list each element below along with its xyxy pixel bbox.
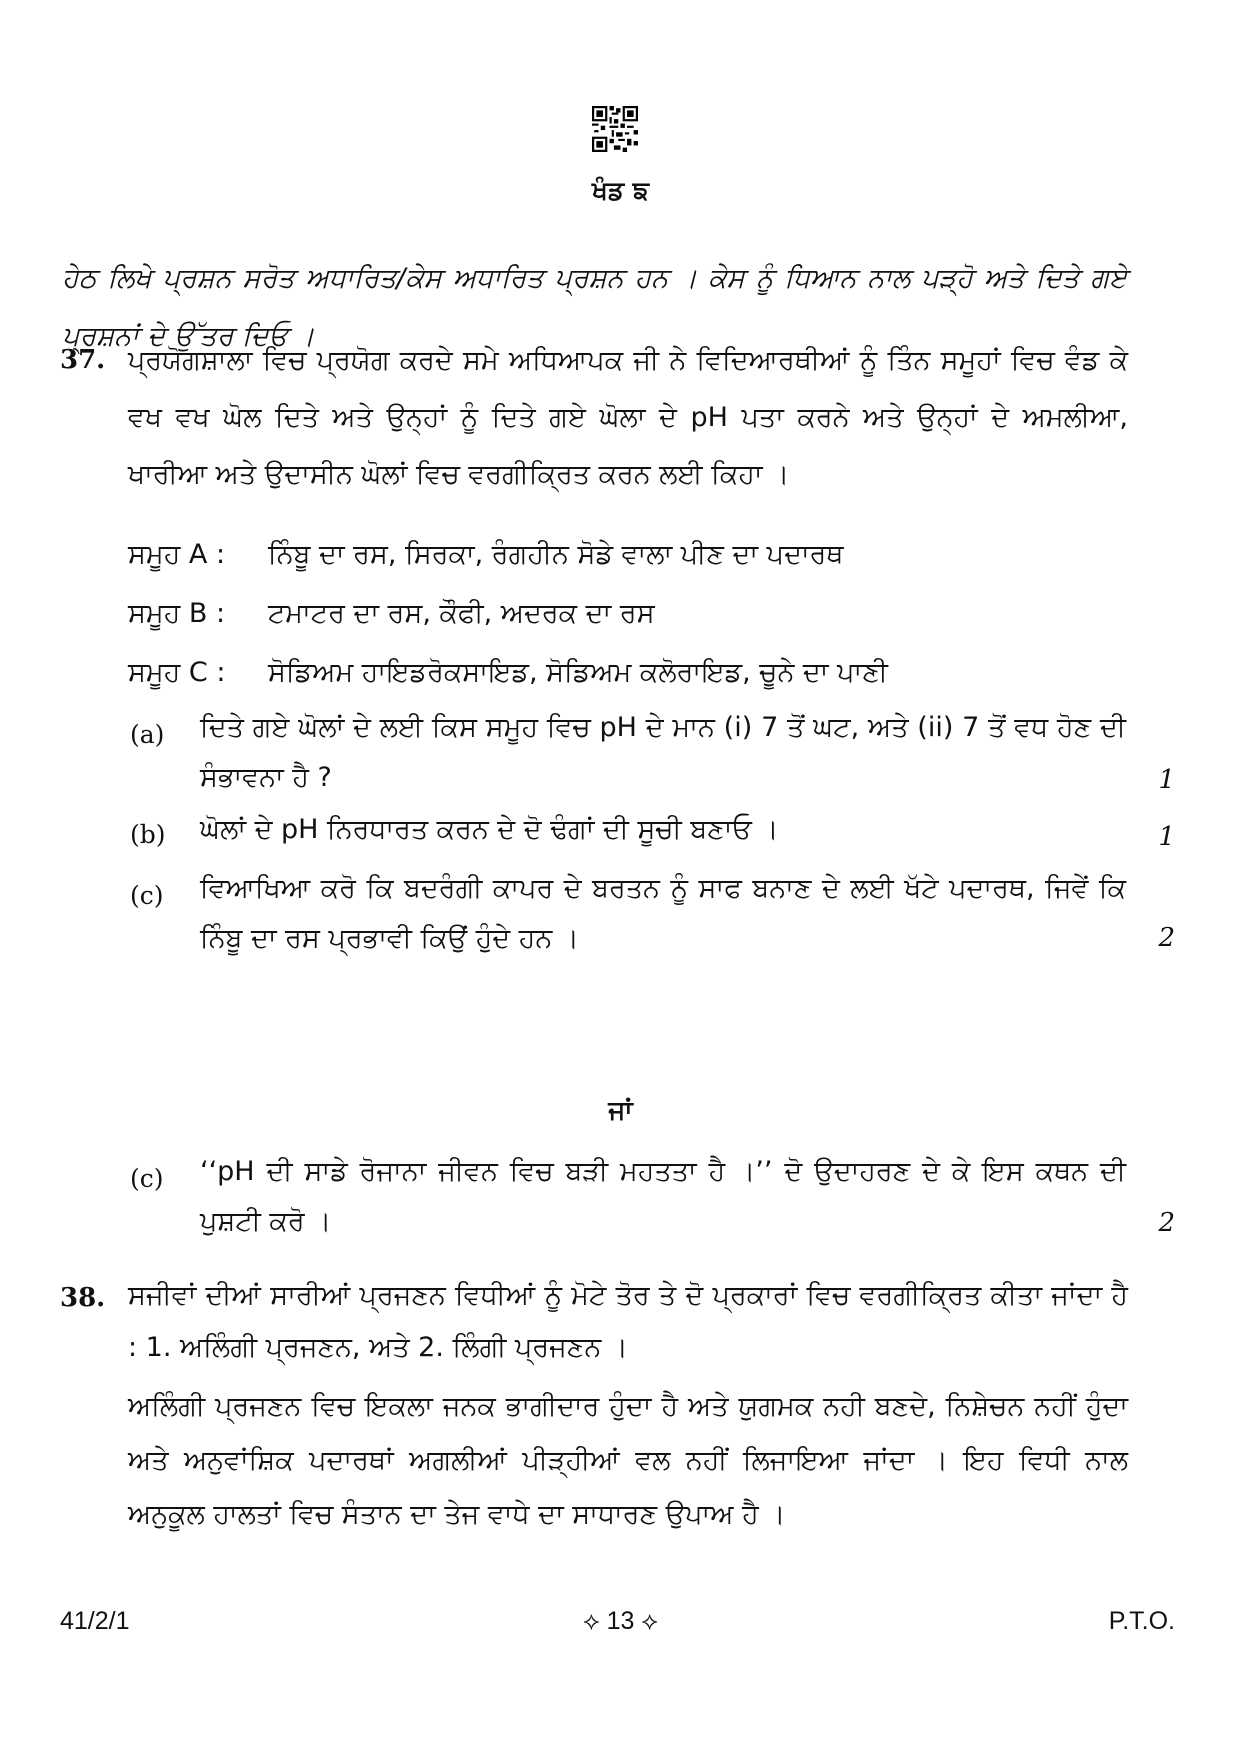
alt-part-c-marks: 2 (1158, 1208, 1175, 1238)
group-text: ਟਮਾਟਰ ਦਾ ਰਸ, ਕੌਫੀ, ਅਦਰਕ ਦਾ ਰਸ (268, 598, 655, 629)
question-37-stem: ਪ੍ਰਯੋਗਸ਼ਾਲਾ ਵਿਚ ਪ੍ਰਯੋਗ ਕਰਦੇ ਸਮੇ ਅਧਿਆਪਕ ਜੀ ਨੇ ਵਿਦਿਆਰਥੀਆਂ ਨੂੰ ਤਿੰਨ ਸਮੂਹਾਂ ਵਿਚ ਵੰਡ ਕੇ ਵਖ ਵਖ ਘੋਲ ਦਿਤੇ ਅਤੇ ਉਨ੍ਹਾਂ ਨੂੰ ਦਿਤੇ ਗਏ ਘੋਲਾ ਦੇ pH ਪਤਾ ਕਰਨੇ ਅਤੇ ਉਨ੍ਹਾਂ ਦੇ ਅਮਲੀਆ, ਖਾਰੀਆ ਅਤੇ ਉਦਾਸੀਨ ਘੋਲਾਂ ਵਿਚ ਵਰਗੀਕ੍ਰਿਤ ਕਰਨ ਲਈ ਕਿਹਾ । (128, 345, 1128, 490)
group-label: ਸਮੂਹ C : (128, 657, 226, 688)
question-38-paragraph: ਅਲਿੰਗੀ ਪ੍ਰਜਣਨ ਵਿਚ ਇਕਲਾ ਜਨਕ ਭਾਗੀਦਾਰ ਹੁੰਦਾ ਹੈ ਅਤੇ ਯੁਗਮਕ ਨਹੀ ਬਣਦੇ, ਨਿਸ਼ੇਚਨ ਨਹੀਂ ਹੁੰਦਾ ਅਤੇ ਅਨੁਵਾਂਸ਼ਿਕ ਪਦਾਰਥਾਂ ਅਗਲੀਆਂ ਪੀੜ੍ਹੀਆਂ ਵਲ ਨਹੀਂ ਲਿਜਾਇਆ ਜਾਂਦਾ । ਇਹ ਵਿਧੀ ਨਾਲ ਅਨੁਕੂਲ ਹਾਲਤਾਂ ਵਿਚ ਸੰਤਾਨ ਦਾ ਤੇਜ ਵਾਧੇ ਦਾ ਸਾਧਾਰਣ ਉਪਾਅ ਹੈ । (128, 1391, 1128, 1530)
pto-label: P.T.O. (1108, 1607, 1175, 1635)
section-instructions: ਹੇਠ ਲਿਖੇ ਪ੍ਰਸ਼ਨ ਸਰੋਤ ਅਧਾਰਿਤ/ਕੇਸ ਅਧਾਰਿਤ ਪ੍ਰਸ਼ਨ ਹਨ । ਕੇਸ ਨੂੰ ਧਿਆਨ ਨਾਲ ਪੜ੍ਹੋ ਅਤੇ ਦਿਤੇ ਗਏ ਪ੍ਰਸ਼ਨਾਂ ਦੇ ਉੱਤਰ ਦਿਓ । (62, 263, 1127, 352)
group-text: ਨਿੰਬੂ ਦਾ ਰਸ, ਸਿਰਕਾ, ਰੰਗਹੀਨ ਸੋਡੇ ਵਾਲਾ ਪੀਣ ਦਾ ਪਦਾਰਥ (268, 539, 844, 570)
question-number-37: 37. (60, 345, 106, 375)
group-label: ਸਮੂਹ A : (128, 539, 226, 570)
group-c (128, 653, 888, 693)
part-c-text: ਵਿਆਖਿਆ ਕਰੋ ਕਿ ਬਦਰੰਗੀ ਕਾਪਰ ਦੇ ਬਰਤਨ ਨੂੰ ਸਾਫ ਬਨਾਣ ਦੇ ਲਈ ਖੱਟੇ ਪਦਾਰਥ, ਜਿਵੇਂ ਕਿ ਨਿੰਬੂ ਦਾ ਰਸ ਪ੍ਰਭਾਵੀ ਕਿਉਂ ਹੁੰਦੇ ਹਨ । (200, 873, 1126, 954)
part-a-marks: 1 (1158, 765, 1175, 795)
page-number: ⟡ 13 ⟡ (583, 1607, 658, 1635)
part-b-marks: 1 (1158, 822, 1175, 852)
alt-part-c-text: ‘‘pH ਦੀ ਸਾਡੇ ਰੋਜਾਨਾ ਜੀਵਨ ਵਿਚ ਬੜੀ ਮਹਤਤਾ ਹੈ ।’’ ਦੋ ਉਦਾਹਰਣ ਦੇ ਕੇ ਇਸ ਕਥਨ ਦੀ ਪੁਸ਼ਟੀ ਕਰੋ । (200, 1156, 1126, 1237)
or-label: ਜਾਂ (608, 1096, 633, 1126)
part-b-label: (b) (130, 820, 166, 849)
question-number-38: 38. (60, 1283, 106, 1313)
question-38-stem: ਸਜੀਵਾਂ ਦੀਆਂ ਸਾਰੀਆਂ ਪ੍ਰਜਣਨ ਵਿਧੀਆਂ ਨੂੰ ਮੋਟੇ ਤੋਰ ਤੇ ਦੋ ਪ੍ਰਕਾਰਾਂ ਵਿਚ ਵਰਗੀਕ੍ਰਿਤ ਕੀਤਾ ਜਾਂਦਾ ਹੈ : 1. ਅਲਿੰਗੀ ਪ੍ਰਜਣਨ, ਅਤੇ 2. ਲਿੰਗੀ ਪ੍ਰਜਣਨ । (128, 1280, 1128, 1363)
part-a-text: ਦਿਤੇ ਗਏ ਘੋਲਾਂ ਦੇ ਲਈ ਕਿਸ ਸਮੂਹ ਵਿਚ pH ਦੇ ਮਾਨ (i) 7 ਤੋਂ ਘਟ, ਅਤੇ (ii) 7 ਤੋਂ ਵਧ ਹੋਣ ਦੀ ਸੰਭਾਵਨਾ ਹੈ ? (200, 712, 1126, 793)
paper-code: 41/2/1 (60, 1607, 130, 1635)
part-c-label: (c) (130, 881, 164, 910)
group-text: ਸੋਡਿਅਮ ਹਾਇਡਰੋਕਸਾਇਡ, ਸੋਡਿਅਮ ਕਲੋਰਾਇਡ, ਚੂਨੇ ਦਾ ਪਾਣੀ (268, 657, 888, 688)
group-b (128, 594, 655, 634)
section-title: ਖੰਡ ਙ (591, 176, 650, 205)
group-a (128, 535, 844, 575)
part-b-text: ਘੋਲਾਂ ਦੇ pH ਨਿਰਧਾਰਤ ਕਰਨ ਦੇ ਦੋ ਢੰਗਾਂ ਦੀ ਸੂਚੀ ਬਣਾਓ । (200, 814, 779, 845)
alt-part-c-label: (c) (130, 1164, 164, 1193)
part-c-marks: 2 (1158, 923, 1175, 953)
part-a-label: (a) (130, 720, 165, 749)
qr-code-icon (592, 106, 638, 152)
group-label: ਸਮੂਹ B : (128, 598, 226, 629)
